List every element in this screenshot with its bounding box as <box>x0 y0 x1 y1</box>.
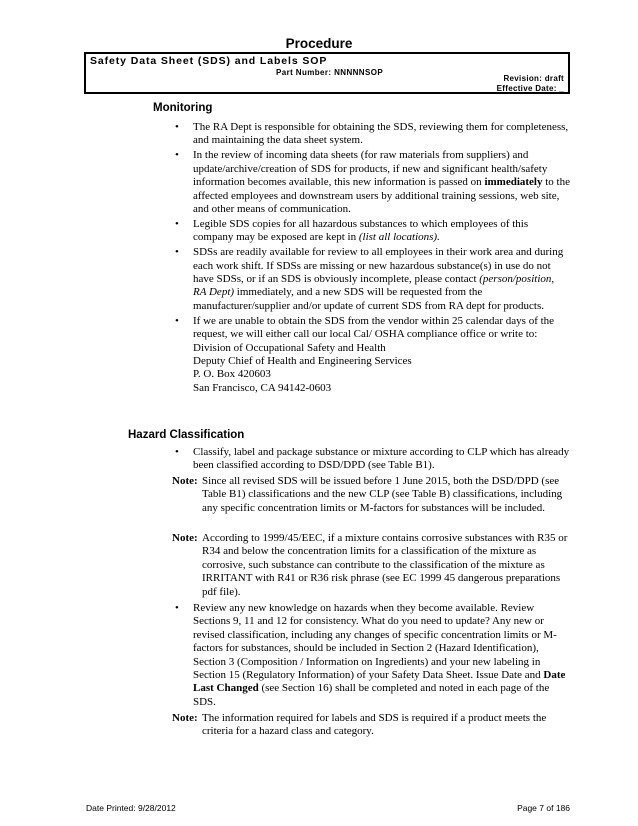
note-text: Since all revised SDS will be issued before 1 June 2015, both the DSD/DPD (see Table B1) classifications and the new CLP (see Table B) classifications, including any specific concentration limits or M-factors for substances will be included. <box>202 475 563 514</box>
page-number: Page 7 of 186 <box>517 803 570 813</box>
hazard-list-1 <box>175 446 570 474</box>
bullet-text: SDSs are readily available for review to all employees in their work area and during each work shift. If SDSs are missing or new hazardous substance(s) in use do not have SDSs, or if an SDS is obviously incomplete, please contact <box>193 246 564 285</box>
bullet-text: Classify, label and package substance or mixture according to CLP which has already been classified according to DSD/DPD (see Table B1). <box>193 446 570 472</box>
page-title: Procedure <box>285 36 353 51</box>
monitoring-heading: Monitoring <box>153 102 213 114</box>
date-printed: Date Printed: 9/28/2012 <box>86 803 176 813</box>
bullet-text: In the review of incoming data sheets (for raw materials from suppliers) and update/archive/creation of SDS for products, if new and significant health/safety information becomes available, this new information is passed on <box>193 149 548 189</box>
bullet-text: Review any new knowledge on hazards when they become available. Review Sections 9, 11 and 12 for consistency. What do you need to update? Any new or revised classification, including any changes of specific concentration limits or M-factors for substances, should be included in Section 2 (Hazard Identification), Section 3 (Composition / Information on Ingredients) and your new labeling in Section 15 (Regulatory Information) of your Safety Data Sheet. Issue Date and <box>193 602 557 682</box>
bullet-text: immediately, and a new SDS will be requested from the manufacturer/supplier and/or update of current SDS from RA dept for products. <box>193 286 544 312</box>
note-text: According to 1999/45/EEC, if a mixture contains corrosive substances with R35 or R34 and below the concentration limits for a classification of the mixture as corrosive, such substance can contribute to the classification of the mixture as IRRITANT with R41 or R36 risk phrase (see EC 1999 45 dangerous preparations pdf file). <box>202 532 568 598</box>
list-item <box>175 121 570 148</box>
effective-date: Effective Date: _ <box>496 84 564 93</box>
hazard-classification-heading: Hazard Classification <box>128 429 245 441</box>
list-item <box>175 602 570 709</box>
note-label: Note: <box>172 532 198 544</box>
note-label: Note: <box>172 475 198 487</box>
list-item <box>175 446 570 473</box>
note-text: The information required for labels and SDS is required if a product meets the criteria for a hazard class and category. <box>202 712 547 738</box>
bullet-text: (see Section 16) shall be completed and noted in each page of the SDS. <box>193 682 550 708</box>
bullet-icon: • <box>175 121 179 133</box>
bullet-emphasis: immediately <box>484 176 543 189</box>
address-line: San Francisco, CA 94142-0603 <box>193 381 332 394</box>
bullet-text: to the affected employees and downstream users by additional training sessions, web site, and other means of communication. <box>193 176 570 215</box>
hazard-list-2 <box>175 602 570 711</box>
part-number: Part Number: NNNNNSOP <box>276 68 384 77</box>
bullet-icon: • <box>175 149 179 162</box>
note <box>172 475 572 515</box>
address-line: Division of Occupational Safety and Health <box>193 341 386 354</box>
document-header-box <box>84 52 570 94</box>
address-line: Deputy Chief of Health and Engineering Services <box>193 354 412 367</box>
sop-title: Safety Data Sheet (SDS) and Labels SOP <box>90 55 328 67</box>
bullet-icon: • <box>175 314 179 327</box>
bullet-icon: • <box>175 217 179 230</box>
bullet-emphasis: Date Last Changed <box>193 669 566 695</box>
list-item <box>175 218 570 245</box>
bullet-text: If we are unable to obtain the SDS from the vendor within 25 calendar days of the request, we will either call our local Cal/ OSHA compliance office or write to: <box>193 314 555 341</box>
bullet-icon: • <box>175 446 179 458</box>
list-item <box>175 246 570 313</box>
bullet-italic: (list all locations). <box>358 231 440 244</box>
bullet-text: The RA Dept is responsible for obtaining the SDS, reviewing them for completeness, and maintaining the data sheet system. <box>193 121 569 147</box>
bullet-icon: • <box>175 246 179 259</box>
revision: Revision: draft <box>503 74 564 83</box>
bullet-icon: • <box>175 602 179 614</box>
note-label: Note: <box>172 712 198 724</box>
bullet-text: Legible SDS copies for all hazardous substances to which employees of this company may be exposed are kept in <box>193 217 529 244</box>
note <box>172 532 572 599</box>
bullet-italic: (person/position, RA Dept) <box>193 272 555 299</box>
monitoring-list <box>175 121 570 397</box>
list-item <box>175 315 570 395</box>
list-item <box>175 149 570 216</box>
note <box>172 712 572 739</box>
address-line: P. O. Box 420603 <box>193 368 271 381</box>
